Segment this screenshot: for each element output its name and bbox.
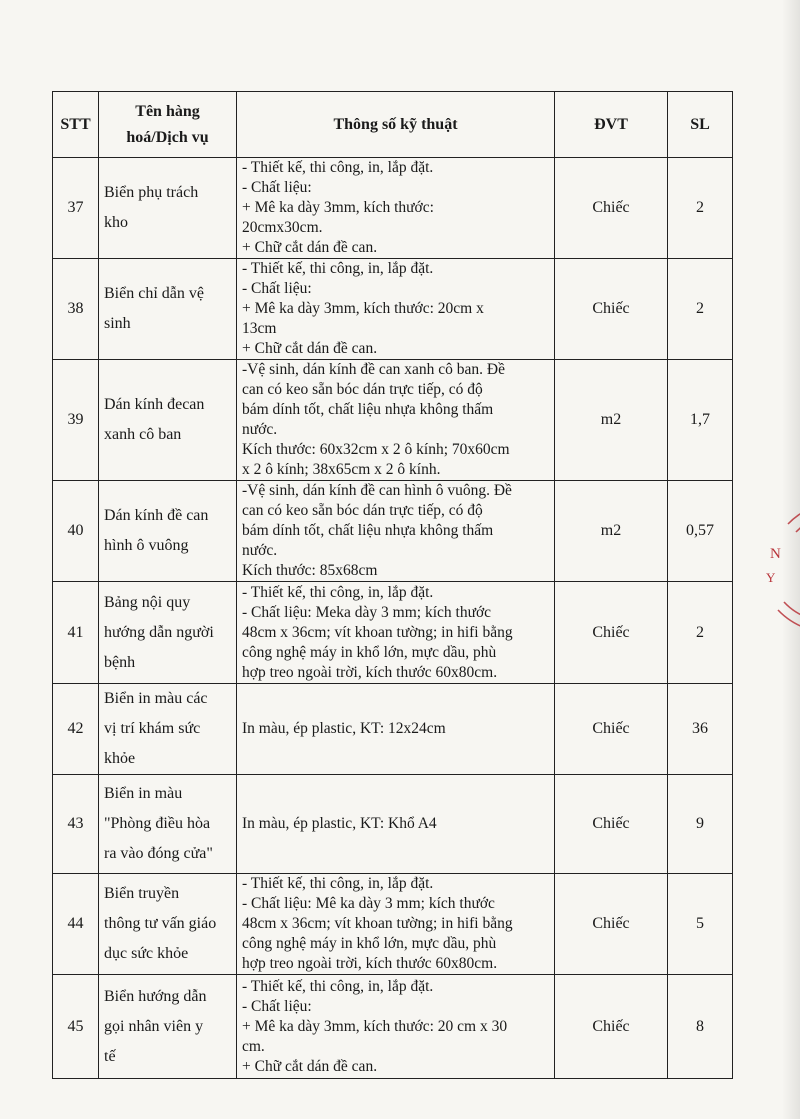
table-row [53, 975, 733, 1079]
row-unit: Chiếc [555, 775, 668, 874]
row-quantity: 9 [668, 775, 733, 874]
row-item-name [99, 975, 237, 1079]
table-row [53, 158, 733, 259]
spec-line: + Mê ka dày 3mm, kích thước: 20cm x [242, 300, 484, 317]
specification-table [52, 91, 733, 1079]
row-quantity: 2 [668, 158, 733, 259]
stamp-letter: N [770, 546, 781, 562]
item-name-line: xanh cô ban [104, 426, 182, 443]
table-row [53, 775, 733, 874]
spec-line: 48cm x 36cm; vít khoan tường; in hifi bằng [242, 623, 513, 641]
row-item-name [99, 582, 237, 684]
row-stt: 39 [53, 360, 99, 481]
row-specification [237, 582, 555, 684]
spec-line: - Thiết kế, thi công, in, lắp đặt. [242, 875, 434, 892]
row-stt: 45 [53, 975, 99, 1079]
row-quantity: 5 [668, 874, 733, 975]
item-name-line: vị trí khám sức [104, 720, 201, 737]
spec-line: hợp treo ngoài trời, kích thước 60x80cm. [242, 955, 498, 972]
row-quantity: 2 [668, 582, 733, 684]
item-name-line: tế [104, 1047, 116, 1065]
item-name-line: Biển in màu [104, 785, 183, 802]
item-name-line: Biển in màu các [104, 690, 208, 707]
item-name-line: gọi nhân viên y [104, 1017, 204, 1035]
item-name-line: Biển phụ trách [104, 184, 199, 201]
table-row [53, 874, 733, 975]
header-name-line: Tên hàng [135, 102, 200, 120]
row-unit: m2 [555, 360, 668, 481]
row-quantity: 2 [668, 259, 733, 360]
spec-line: + Mê ka dày 3mm, kích thước: 20 cm x 30 [242, 1017, 508, 1035]
row-quantity: 8 [668, 975, 733, 1079]
spec-line: can có keo sẵn bóc dán trực tiếp, có độ [242, 381, 483, 398]
spec-line: - Chất liệu: [242, 280, 312, 297]
item-name-line: Biển chỉ dẫn vệ [104, 285, 204, 302]
row-item-name [99, 874, 237, 975]
spec-line: + Chữ cắt dán đề can. [242, 239, 378, 256]
spec-line: - Chất liệu: Mê ka dày 3 mm; kích thước [242, 895, 495, 912]
spec-line: nước. [242, 542, 278, 559]
row-unit: Chiếc [555, 158, 668, 259]
spec-line: In màu, ép plastic, KT: 12x24cm [242, 720, 446, 737]
row-stt: 43 [53, 775, 99, 874]
spec-line: 48cm x 36cm; vít khoan tường; in hifi bằng [242, 915, 513, 932]
spec-line: -Vệ sinh, dán kính đề can hình ô vuông. Đề [242, 482, 512, 499]
table-row [53, 582, 733, 684]
row-unit: Chiếc [555, 259, 668, 360]
spec-line: -Vệ sinh, dán kính đề can xanh cô ban. Đề [242, 361, 505, 378]
header-qty: SL [668, 92, 733, 158]
item-name-line: hướng dẫn người [104, 623, 214, 641]
item-name-line: Biển hướng dẫn [104, 987, 207, 1005]
stamp-letter: Y [766, 570, 776, 585]
item-name-line: khỏe [104, 750, 136, 767]
spec-line: - Thiết kế, thi công, in, lắp đặt. [242, 977, 434, 995]
item-name-line: Bảng nội quy [104, 593, 191, 611]
item-name-line: bệnh [104, 653, 136, 671]
header-name [99, 92, 237, 158]
row-stt: 41 [53, 582, 99, 684]
spec-line: cm. [242, 1037, 265, 1055]
table-row [53, 684, 733, 775]
row-unit: Chiếc [555, 975, 668, 1079]
row-item-name [99, 360, 237, 481]
item-name-line: Dán kính đecan [104, 396, 205, 413]
item-name-line: Biển truyền [104, 885, 180, 902]
spec-line: Kích thước: 60x32cm x 2 ô kính; 70x60cm [242, 441, 510, 458]
row-stt: 40 [53, 481, 99, 582]
spec-line: + Chữ cắt dán đề can. [242, 1057, 378, 1075]
spec-line: 13cm [242, 320, 277, 337]
item-name-line: Dán kính đề can [104, 507, 209, 524]
red-seal-stamp [748, 492, 800, 642]
spec-line: - Thiết kế, thi công, in, lắp đặt. [242, 583, 434, 601]
spec-line: nước. [242, 421, 278, 438]
item-name-line: kho [104, 214, 128, 231]
spec-line: công nghệ máy in khổ lớn, mực dầu, phù [242, 935, 497, 952]
spec-line: - Chất liệu: [242, 997, 312, 1015]
item-name-line: ra vào đóng cửa" [104, 845, 213, 862]
spec-line: Kích thước: 85x68cm [242, 562, 378, 579]
spec-line: bám dính tốt, chất liệu nhựa không thấm [242, 401, 494, 418]
row-specification [237, 259, 555, 360]
item-name-line: hình ô vuông [104, 537, 189, 554]
header-unit: ĐVT [555, 92, 668, 158]
spec-line: can có keo sẵn bóc dán trực tiếp, có độ [242, 502, 483, 519]
row-unit: Chiếc [555, 874, 668, 975]
spec-line: + Mê ka dày 3mm, kích thước: [242, 199, 434, 216]
row-unit: Chiếc [555, 684, 668, 775]
header-spec: Thông số kỹ thuật [237, 92, 555, 158]
spec-line: In màu, ép plastic, KT: Khổ A4 [242, 815, 437, 832]
spec-line: 20cmx30cm. [242, 219, 323, 236]
row-specification [237, 874, 555, 975]
item-name-line: sinh [104, 315, 131, 332]
row-item-name [99, 775, 237, 874]
row-item-name [99, 684, 237, 775]
table-row [53, 481, 733, 582]
row-item-name [99, 259, 237, 360]
row-quantity: 0,57 [668, 481, 733, 582]
row-stt: 44 [53, 874, 99, 975]
row-specification [237, 775, 555, 874]
row-unit: m2 [555, 481, 668, 582]
header-name-line: hoá/Dịch vụ [126, 128, 209, 146]
row-specification [237, 975, 555, 1079]
spec-line: - Thiết kế, thi công, in, lắp đặt. [242, 260, 434, 277]
row-stt: 37 [53, 158, 99, 259]
item-name-line: dục sức khỏe [104, 945, 189, 962]
header-stt: STT [53, 92, 99, 158]
row-specification [237, 158, 555, 259]
spec-line: hợp treo ngoài trời, kích thước 60x80cm. [242, 663, 498, 681]
spec-line: x 2 ô kính; 38x65cm x 2 ô kính. [242, 461, 441, 478]
row-specification [237, 684, 555, 775]
spec-line: - Thiết kế, thi công, in, lắp đặt. [242, 159, 434, 176]
row-item-name [99, 158, 237, 259]
spec-line: - Chất liệu: Meka dày 3 mm; kích thước [242, 603, 492, 621]
item-name-line: thông tư vấn giáo [104, 915, 217, 932]
table-row [53, 360, 733, 481]
row-stt: 42 [53, 684, 99, 775]
spec-line: bám dính tốt, chất liệu nhựa không thấm [242, 522, 494, 539]
row-unit: Chiếc [555, 582, 668, 684]
row-specification [237, 360, 555, 481]
row-quantity: 1,7 [668, 360, 733, 481]
row-specification [237, 481, 555, 582]
table-body [53, 158, 733, 1079]
spec-line: + Chữ cắt dán đề can. [242, 340, 378, 357]
row-item-name [99, 481, 237, 582]
row-quantity: 36 [668, 684, 733, 775]
spec-line: công nghệ máy in khổ lớn, mực dầu, phù [242, 643, 497, 661]
item-name-line: "Phòng điều hòa [104, 815, 211, 832]
spec-line: - Chất liệu: [242, 179, 312, 196]
table-row [53, 259, 733, 360]
row-stt: 38 [53, 259, 99, 360]
table-header-row [53, 92, 733, 158]
